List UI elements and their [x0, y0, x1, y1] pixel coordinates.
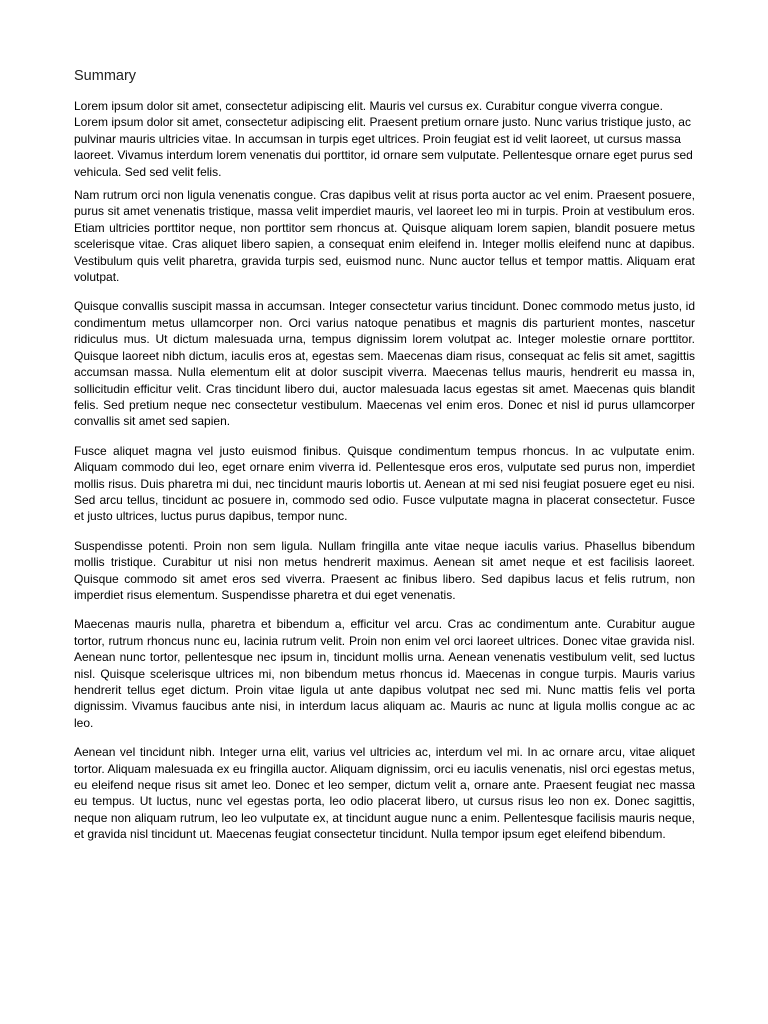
paragraph-1: Lorem ipsum dolor sit amet, consectetur adipiscing elit. Mauris vel cursus ex. Curabitur congue viverra congue. Lorem ipsum dolor sit amet, consectetur adipiscing elit. Praesent pretium ornare justo. Nunc varius tristique justo, ac pulvinar mauris ultricies vitae. In accumsan in turpis eget ultrices. Proin feugiat est id velit laoreet, ut cursus massa laoreet. Vivamus interdum lorem venenatis dui porttitor, id ornare sem vulputate. Pellentesque ornare eget purus sed vehicula. Sed sed velit felis. [74, 99, 693, 179]
paragraph-5: Suspendisse potenti. Proin non sem ligula. Nullam fringilla ante vitae neque iaculis varius. Phasellus bibendum mollis tristique. Curabitur ut nisi non metus hendrerit maximus. Aenean sit amet neque et est facilisis laoreet. Quisque commodo sit amet eros sed viverra. Praesent ac finibus libero. Sed dapibus lacus et felis rutrum, non imperdiet risus elementum. Suspendisse pharetra et dui eget venenatis. [74, 538, 695, 602]
paragraph-6: Maecenas mauris nulla, pharetra et bibendum a, efficitur vel arcu. Cras ac condimentum ante. Curabitur augue tortor, rutrum rhoncus nunc eu, lacinia rutrum velit. Proin non enim vel orci laoreet ultrices. Donec vitae gravida nisl. Aenean nunc tortor, pellentesque nec ipsum in, tincidunt mollis urna. Aenean venenatis vestibulum velit, sed luctus nisl. Quisque scelerisque ultrices mi, non bibendum metus rhoncus id. Maecenas in congue turpis. Mauris varius hendrerit tellus eget dictum. Proin vitae ligula ut ante dapibus volutpat nec sed mi. Nunc mattis felis vel porta dignissim. Vivamus faucibus ante nisi, in interdum lacus aliquam ac. Mauris ac nunc at ligula mollis congue ac ac leo. [74, 617, 695, 730]
paragraph-3: Quisque convallis suscipit massa in accumsan. Integer consectetur varius tincidunt. Donec commodo metus justo, id condimentum metus ullamcorper non. Orci varius natoque penatibus et magnis dis parturient montes, nascetur ridiculus mus. Ut dictum malesuada urna, tempus dignissim lorem volutpat ac. Integer molestie ornare porttitor. Quisque laoreet nibh dictum, iaculis eros at, egestas sem. Maecenas diam risus, consequat ac felis sit amet, sagittis accumsan massa. Nulla elementum elit at dolor suscipit viverra. Maecenas tellus mauris, hendrerit eu massa in, sollicitudin efficitur velit. Cras tincidunt libero dui, auctor malesuada lacus egestas sit amet. Maecenas quis blandit felis. Sed pretium neque nec consectetur vestibulum. Maecenas vel enim eros. Donec et nisl id purus ullamcorper convallis sit amet sed sapien. [74, 299, 695, 429]
paragraph-4: Fusce aliquet magna vel justo euismod finibus. Quisque condimentum tempus rhoncus. In ac vulputate enim. Aliquam commodo dui leo, eget ornare enim viverra id. Pellentesque eros eros, vulputate sed purus non, imperdiet mollis risus. Duis pharetra mi dui, nec tincidunt mauris lobortis ut. Aenean at mi sed nisi feugiat posuere eget eu nisi. Sed arcu tellus, tincidunt ac posuere in, commodo sed odio. Fusce vulputate magna in placerat consectetur. Fusce et justo ultrices, luctus purus dapibus, tempor nunc. [74, 443, 695, 524]
paragraph-7: Aenean vel tincidunt nibh. Integer urna elit, varius vel ultricies ac, interdum vel mi. In ac ornare arcu, vitae aliquet tortor. Aliquam malesuada ex eu fringilla auctor. Aliquam dignissim, orci eu iaculis venenatis, nisl orci egestas metus, eu eleifend neque risus sit amet leo. Donec et leo semper, dictum velit a, ornare ante. Praesent feugiat nec massa eu tempus. Ut luctus, nunc vel egestas porta, leo odio placerat libero, ut cursus risus leo non ex. Donec sagittis, neque non aliquam rutrum, leo leo vulputate ex, at tincidunt augue nunc a enim. Pellentesque facilisis mauris neque, et gravida nisl tincidunt ut. Maecenas feugiat consectetur tincidunt. Nulla tempor ipsum eget eleifend bibendum. [74, 745, 695, 842]
paragraph-2: Nam rutrum orci non ligula venenatis congue. Cras dapibus velit at risus porta auctor ac vel enim. Praesent posuere, purus sit amet venenatis tristique, massa velit imperdiet mauris, vel laoreet leo mi in turpis. Proin at vestibulum eros. Etiam ultricies porttitor neque, non porttitor sem rhoncus at. Quisque aliquam lorem sapien, blandit posuere metus scelerisque vitae. Cras aliquet libero sapien, a consequat enim eleifend in. Integer mollis eleifend nunc at dapibus. Vestibulum quis velit pharetra, gravida turpis sed, euismod nunc. Nunc auctor tellus et tempor mattis. Aliquam erat volutpat. [74, 188, 695, 285]
document-title: Summary [74, 68, 137, 84]
